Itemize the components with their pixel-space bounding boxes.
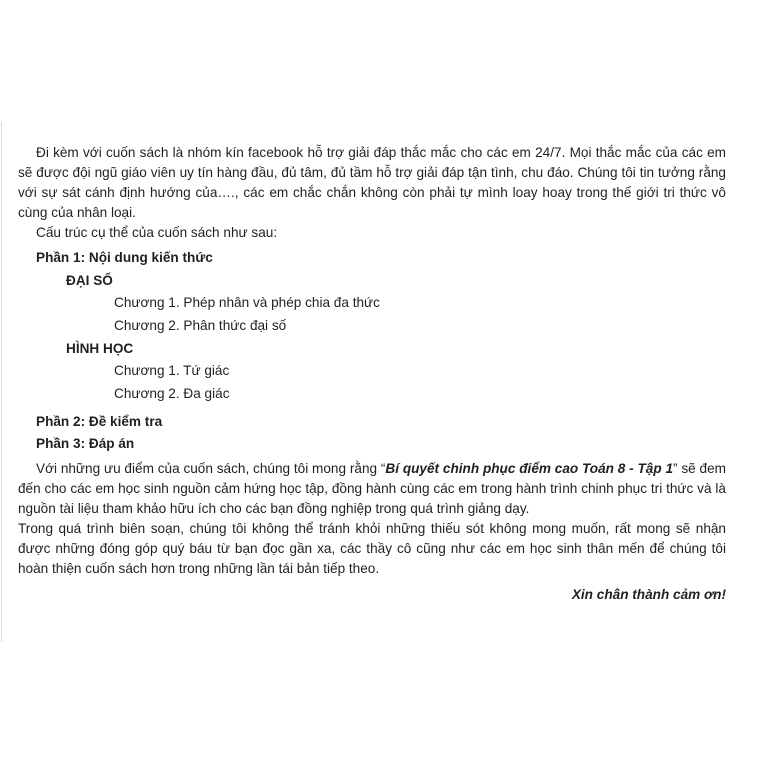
geometry-heading: HÌNH HỌC — [66, 341, 134, 356]
book-page — [18, 143, 726, 605]
geometry-chapter-2: Chương 2. Đa giác — [114, 385, 230, 401]
geometry-chapter-1: Chương 1. Tứ giác — [114, 363, 230, 378]
conclusion-tail: ” sẽ đem đến cho các em học sinh nguồn cảm hứng học tập, đồng hành cùng các em trong hành trình chinh phục tri thức và là nguồn tài liệu tham khảo hữu ích cho các bạn đồng nghiệp trong quá trình giảng dạy. — [18, 461, 726, 516]
part-1-heading: Phần 1: Nội dung kiến thức — [36, 250, 213, 265]
structure-lead: Cấu trúc cụ thể của cuốn sách như sau: — [36, 225, 278, 240]
page-edge-rule — [1, 122, 2, 642]
closing-thanks: Xin chân thành cảm ơn! — [571, 587, 726, 602]
intro-paragraph: Đi kèm với cuốn sách là nhóm kín facebook hỗ trợ giải đáp thắc mắc cho các em 24/7. Mọi thắc mắc của các em sẽ được đội ngũ giáo viên uy tín hàng đầu, đủ tâm, đủ tầm hỗ trợ giải đáp tận tình, chu đáo. Chúng tôi tin tưởng rằng với sự sát cánh định hướng của…., các em chắc chắn không còn phải tự mình loay hoay trong thế giới tri thức vô cùng của nhân loại. — [18, 145, 726, 220]
part-2-heading: Phần 2: Đề kiểm tra — [36, 414, 163, 429]
conclusion-paragraph — [18, 459, 726, 519]
book-title: Bí quyết chinh phục điểm cao Toán 8 - Tập 1 — [385, 461, 674, 476]
conclusion-lead: Với những ưu điểm của cuốn sách, chúng tôi mong rằng “ — [36, 461, 386, 476]
algebra-chapter-1: Chương 1. Phép nhân và phép chia đa thức — [114, 295, 380, 310]
algebra-chapter-2: Chương 2. Phân thức đại số — [114, 317, 287, 333]
algebra-heading: ĐẠI SỐ — [66, 273, 113, 288]
acknowledgement-paragraph: Trong quá trình biên soạn, chúng tôi không thể tránh khỏi những thiếu sót không mong muốn, rất mong sẽ nhận được những đóng góp quý báu từ bạn đọc gần xa, các thầy cô cũng như các em học sinh thân mến để chúng tôi hoàn thiện cuốn sách hơn trong những lần tái bản tiếp theo. — [18, 521, 726, 576]
part-3-heading: Phần 3: Đáp án — [36, 436, 135, 451]
